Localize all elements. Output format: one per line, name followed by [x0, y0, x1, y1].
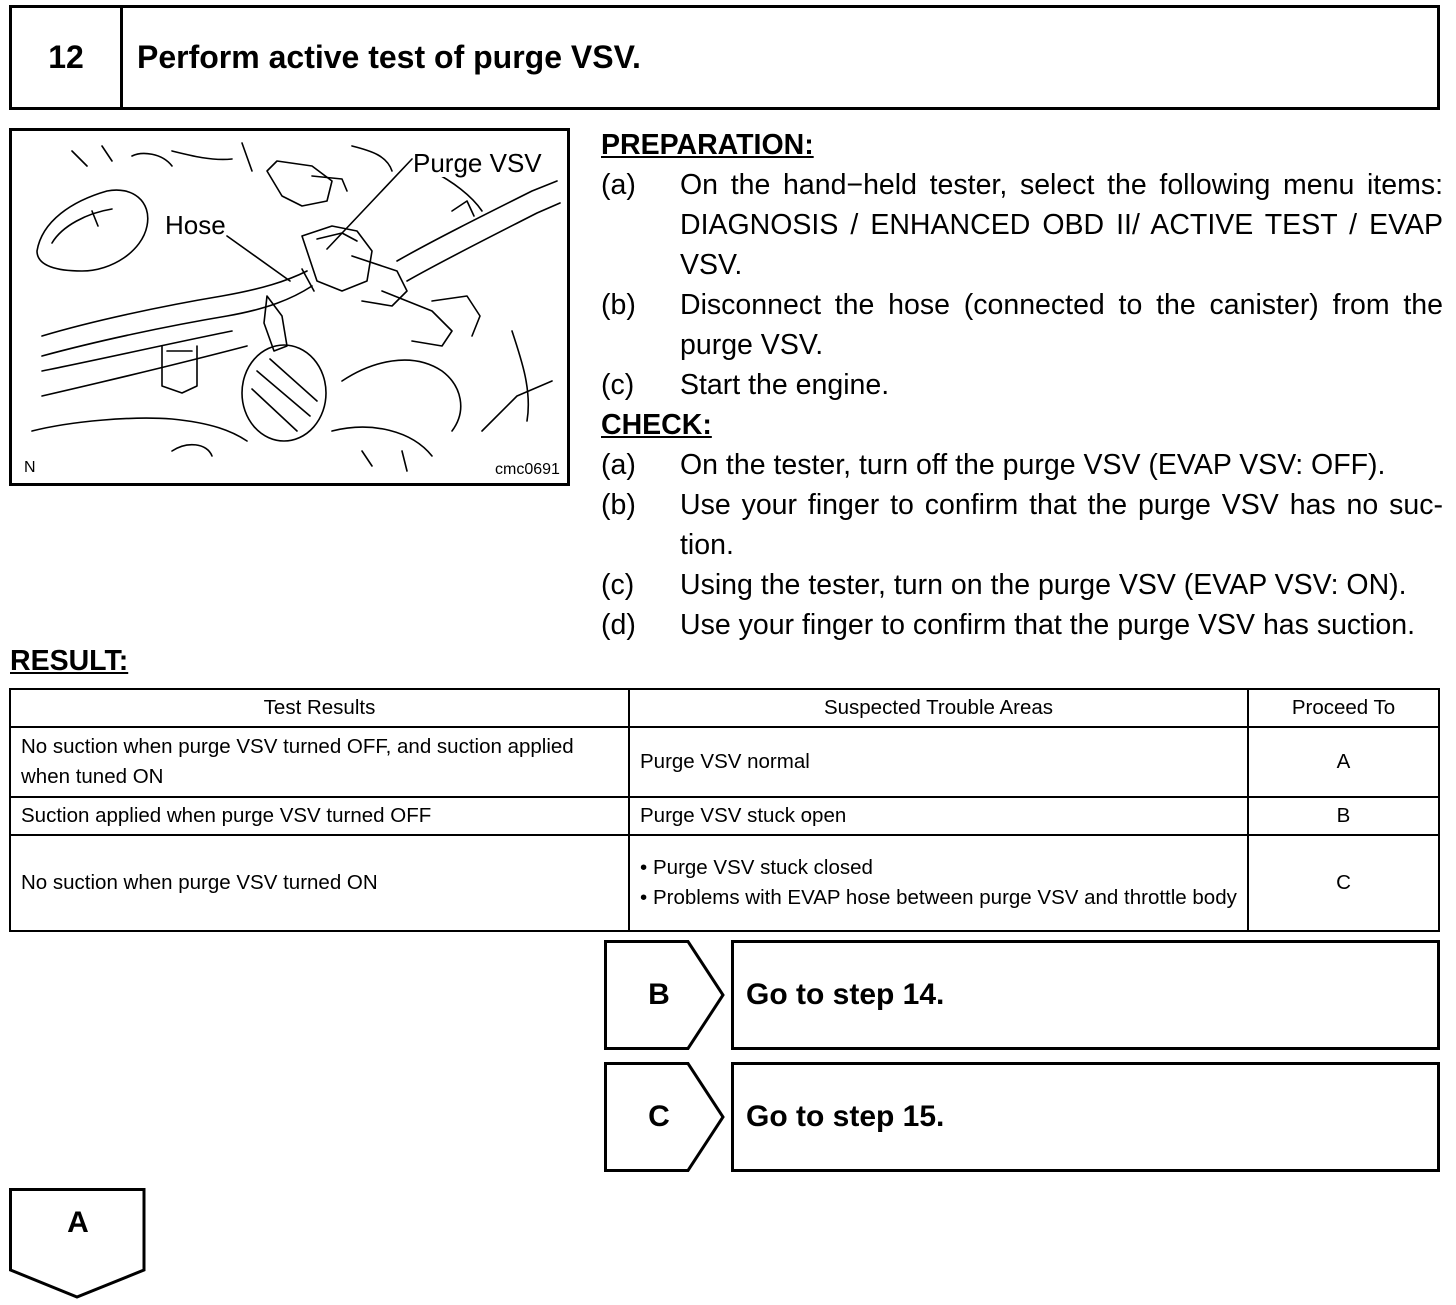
bullet-item: [640, 883, 1237, 913]
check-item-label: (d): [601, 609, 636, 641]
check-item: [601, 605, 1443, 645]
figure-id: cmc0691: [495, 461, 560, 478]
cell-test: No suction when purge VSV turned OFF, and suction applied when tuned ON: [10, 727, 629, 797]
bullet-text: Problems with EVAP hose between purge VSV and throttle body: [653, 886, 1237, 909]
corner-mark: N: [24, 459, 36, 476]
branch-letter: C: [648, 1100, 670, 1133]
header-test-results: Test Results: [10, 689, 629, 727]
branch-b: [604, 940, 1440, 1050]
check-item-label: (a): [601, 449, 636, 481]
cell-test: No suction when purge VSV turned ON: [10, 835, 629, 931]
table-header-row: [10, 689, 1439, 727]
result-table: [9, 688, 1440, 932]
branch-letter: B: [648, 978, 670, 1011]
prep-item: [601, 165, 1443, 285]
cell-proceed: C: [1248, 835, 1439, 931]
step-number: 12: [12, 8, 123, 107]
next-step-a: [9, 1188, 147, 1300]
prep-item: [601, 285, 1443, 365]
prep-item-label: (b): [601, 289, 636, 321]
bullet-item: [640, 853, 1237, 883]
prep-item-label: (c): [601, 369, 635, 401]
table-row: [10, 835, 1439, 931]
header-proceed-to: Proceed To: [1248, 689, 1439, 727]
prep-item-text: Start the engine.: [680, 369, 890, 401]
check-item: [601, 445, 1443, 485]
label-purge-vsv: Purge VSV: [413, 148, 542, 178]
engine-drawing: [12, 131, 567, 483]
engine-illustration: [9, 128, 570, 486]
preparation-title: PREPARATION:: [601, 129, 814, 161]
check-item-text: Use your finger to confirm that the purge VSV has no suction.: [680, 489, 1443, 561]
down-arrow-tag-shape: [9, 1188, 147, 1300]
check-item: [601, 565, 1443, 605]
cell-proceed: B: [1248, 797, 1439, 835]
prep-item-text: On the hand−held tester, select the following menu items: DIAGNOSIS / ENHANCED OBD II/ ACTIVE TEST / EVAP VSV.: [680, 169, 1443, 281]
check-title: CHECK:: [601, 409, 712, 441]
prep-item-text: Disconnect the hose (connected to the canister) from the purge VSV.: [680, 289, 1443, 361]
branch-instruction: Go to step 15.: [731, 1062, 1440, 1172]
check-item-text: On the tester, turn off the purge VSV (EVAP VSV: OFF).: [680, 449, 1386, 481]
bullet: •: [640, 886, 648, 909]
table-row: [10, 727, 1439, 797]
branch-c: [604, 1062, 1440, 1172]
cell-areas: Purge VSV stuck open: [629, 797, 1248, 835]
instructions: [601, 125, 1443, 645]
table-row: [10, 797, 1439, 835]
check-item-text: Using the tester, turn on the purge VSV (EVAP VSV: ON).: [680, 569, 1407, 601]
bullet: •: [640, 856, 648, 879]
check-item: [601, 485, 1443, 565]
prep-item: [601, 365, 1443, 405]
branch-instruction: Go to step 14.: [731, 940, 1440, 1050]
check-item-text: Use your finger to confirm that the purge VSV has suction.: [680, 609, 1416, 641]
result-title: RESULT:: [10, 645, 129, 677]
check-item-label: (c): [601, 569, 635, 601]
next-letter: A: [67, 1206, 89, 1239]
prep-item-label: (a): [601, 169, 636, 201]
label-hose: Hose: [165, 210, 226, 240]
cell-areas: Purge VSV normal: [629, 727, 1248, 797]
step-header: [9, 5, 1440, 110]
cell-test: Suction applied when purge VSV turned OFF: [10, 797, 629, 835]
step-title: Perform active test of purge VSV.: [137, 39, 641, 75]
header-suspected-areas: Suspected Trouble Areas: [629, 689, 1248, 727]
cell-proceed: A: [1248, 727, 1439, 797]
bullet-text: Purge VSV stuck closed: [653, 856, 873, 879]
cell-areas: [629, 835, 1248, 931]
check-item-label: (b): [601, 489, 636, 521]
